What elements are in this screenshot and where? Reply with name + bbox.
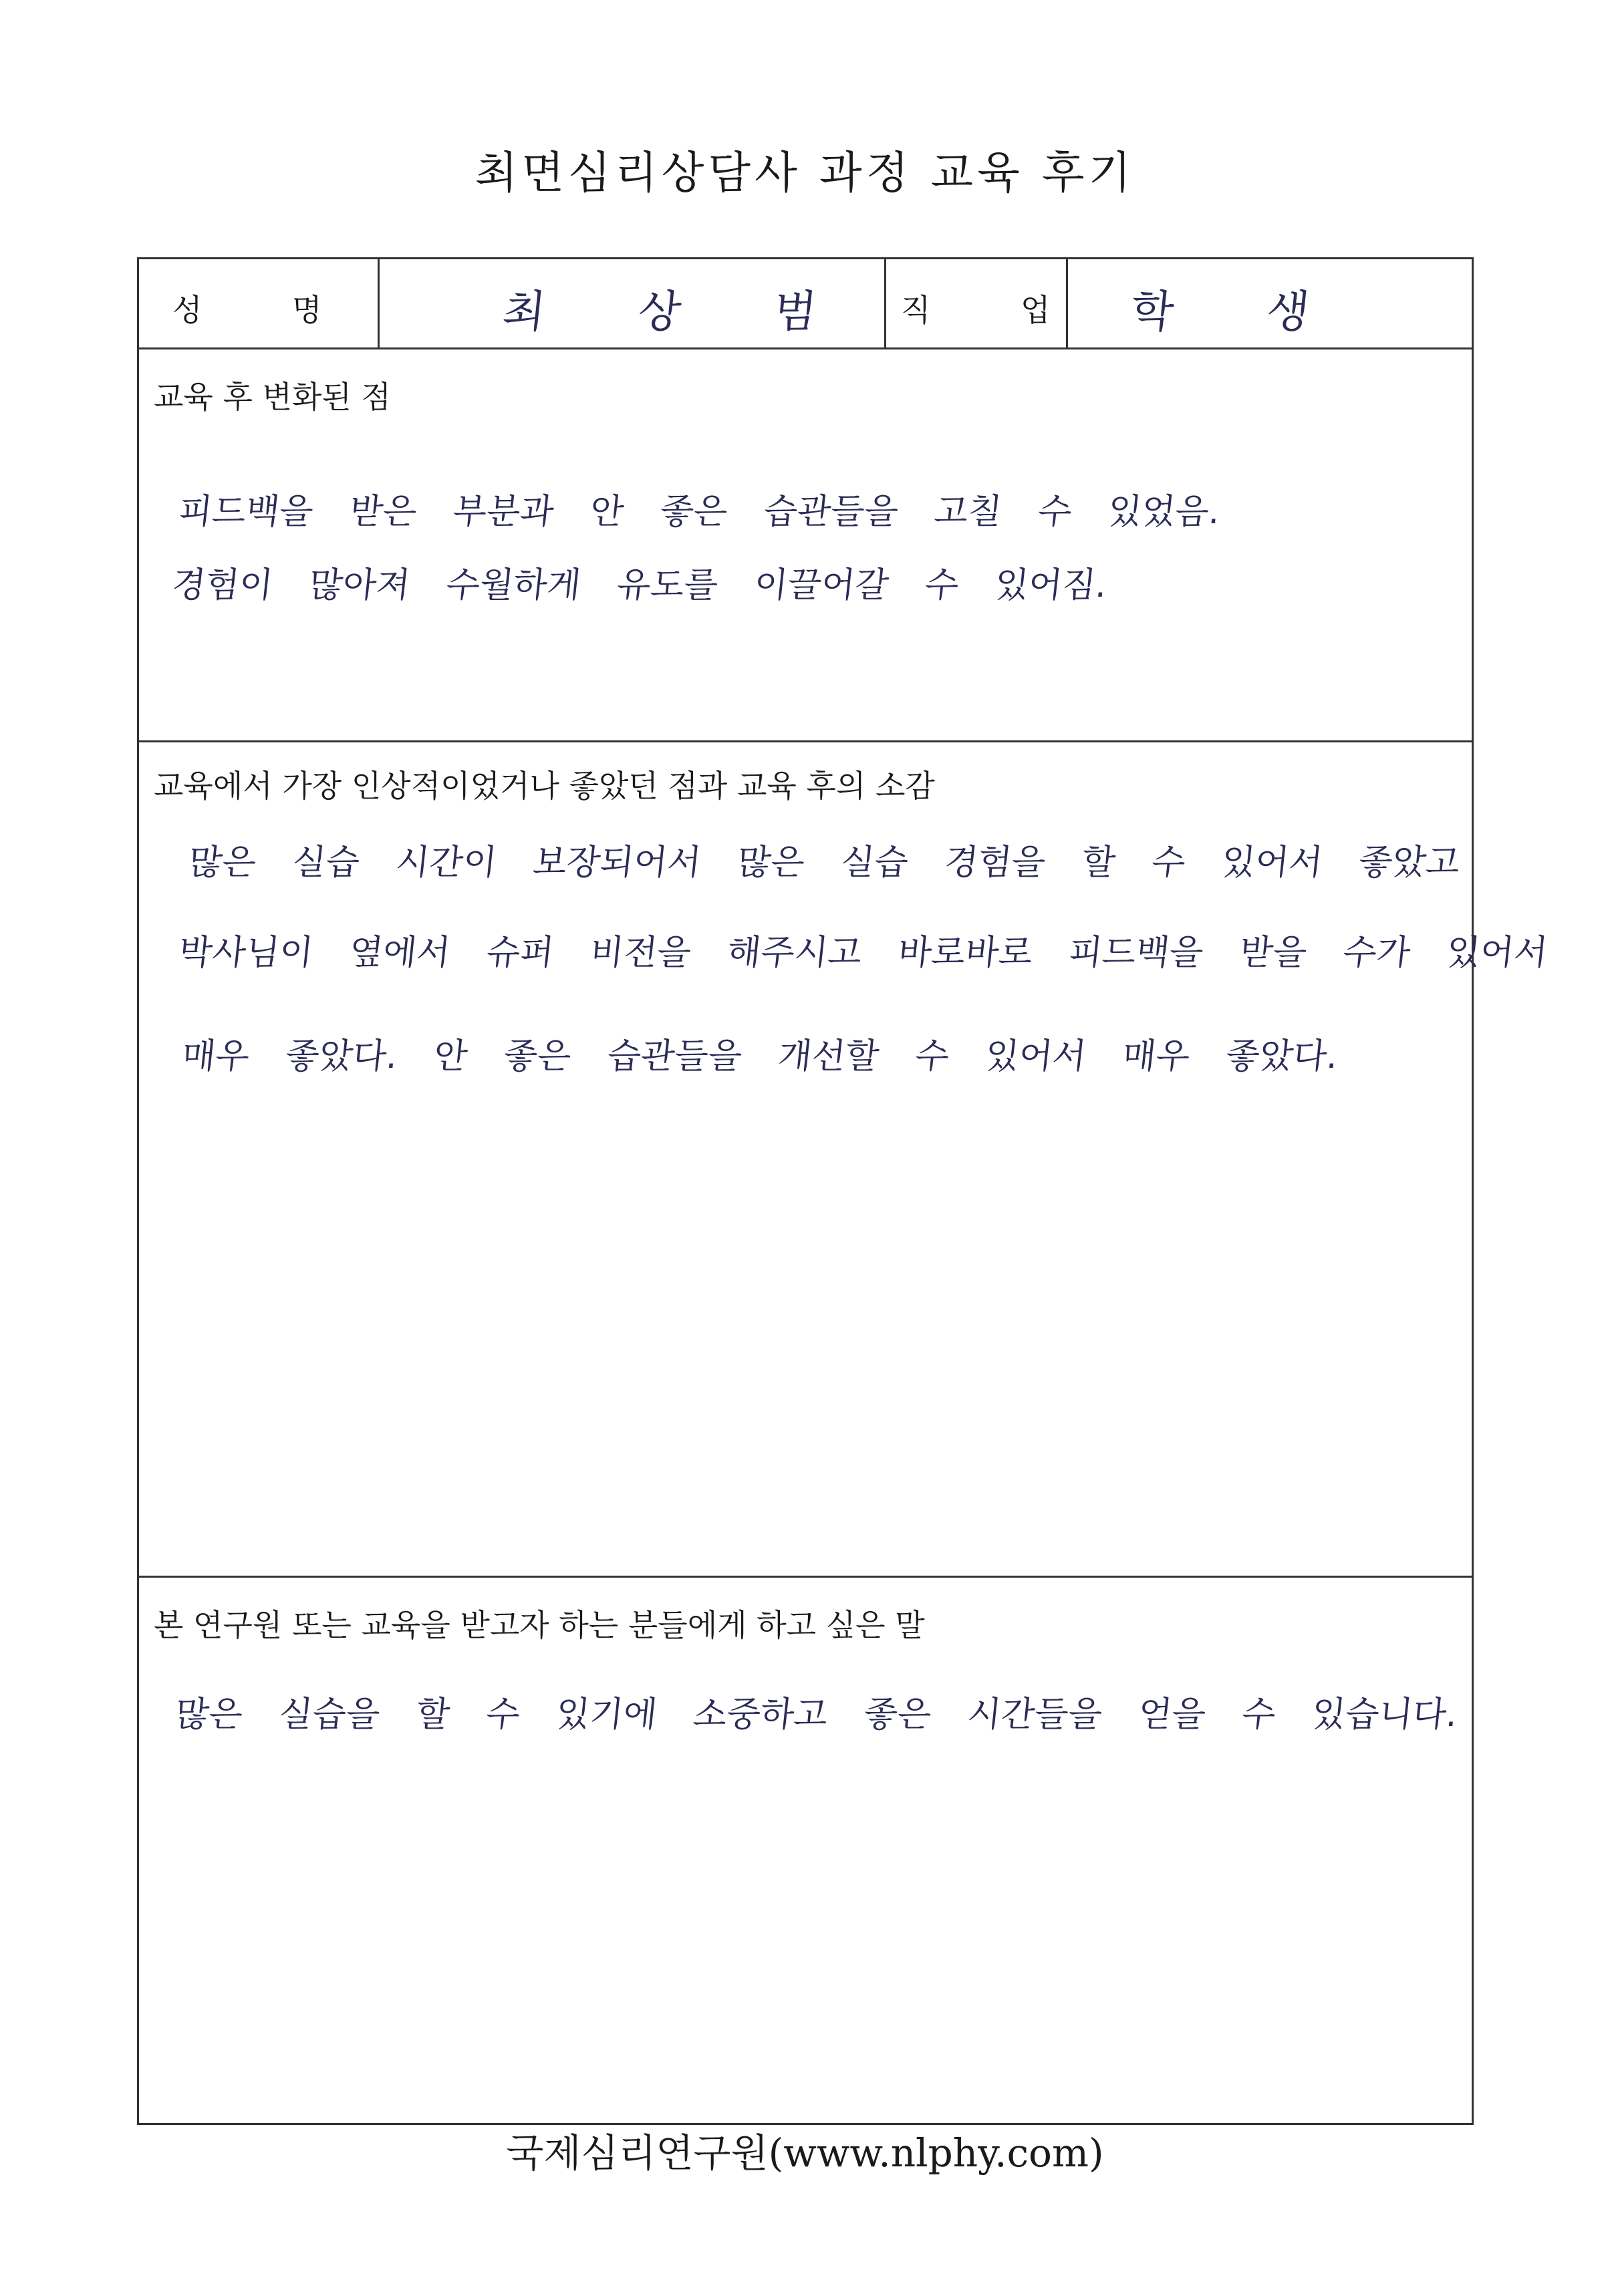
section1-label: 교육 후 변화된 점 — [154, 379, 391, 415]
page-title: 최면심리상담사 과정 교육 후기 — [475, 147, 1135, 198]
section1-line-1: 피드백을 받은 부분과 안 좋은 습관들을 고칠 수 있었음. — [176, 492, 1222, 532]
review-form — [137, 257, 1550, 2125]
section2-line-2: 박사님이 옆에서 슈퍼 비전을 해주시고 바로바로 피드백을 받을 수가 있어서 — [176, 933, 1550, 973]
section3-line-1: 많은 실습을 할 수 있기에 소중하고 좋은 시간들을 얻을 수 있습니다. — [173, 1695, 1460, 1735]
row-divider — [139, 347, 1472, 349]
name-label: 성 명 — [172, 292, 362, 328]
row-divider — [139, 1576, 1472, 1578]
section2-line-3: 매우 좋았다. 안 좋은 습관들을 개선할 수 있어서 매우 좋았다. — [180, 1036, 1340, 1077]
header-divider — [884, 259, 886, 348]
section3-label: 본 연구원 또는 교육을 받고자 하는 분들에게 하고 싶은 말 — [154, 1607, 925, 1643]
job-value: 학 생 — [1128, 286, 1339, 337]
section1-line-2: 경험이 많아져 수월하게 유도를 이끌어갈 수 있어짐. — [170, 565, 1109, 605]
row-divider — [139, 740, 1472, 742]
header-divider — [378, 259, 380, 348]
name-value: 최 상 범 — [500, 286, 846, 337]
job-label: 직 업 — [901, 292, 1091, 328]
section2-line-1: 많은 실습 시간이 보장되어서 많은 실습 경험을 할 수 있어서 좋았고 — [186, 843, 1462, 883]
section2-label: 교육에서 가장 인상적이었거나 좋았던 점과 교육 후의 소감 — [154, 768, 935, 804]
footer-institute: 국제심리연구원(www.nlphy.com) — [506, 2130, 1104, 2176]
